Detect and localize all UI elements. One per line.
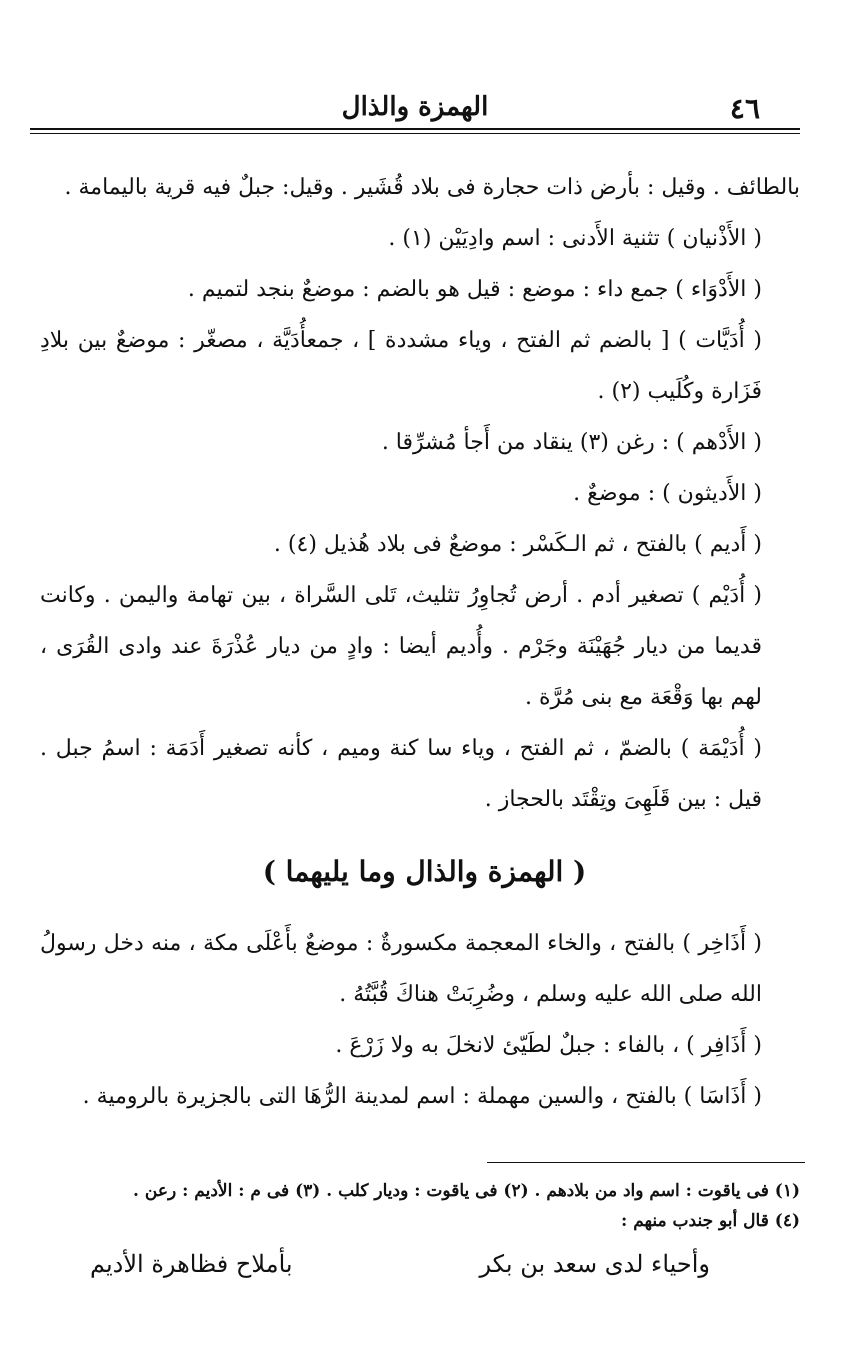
- section-heading: ( الهمزة والذال وما يليهما ): [262, 855, 587, 888]
- footnote-divider: [487, 1162, 805, 1163]
- body-text-bottom: [40, 918, 800, 1122]
- entry-udaymah: ( أُدَيْمَة ) بالضمّ ، ثم الفتح ، وياء سا كنة وميم ، كأنه تصغير أَدَمَة : اسمُ جبل . قيل : بين قَلَهِىَ وتِقْتَد بالحجاز .: [40, 736, 762, 812]
- footnote-line: (٤) قال أبو جندب منهم :: [621, 1211, 800, 1231]
- entry-udaym: ( أُدَيْم ) تصغير أدم . أرض تُجاوِرُ تثليث، تَلى السَّراة ، بين تهامة واليمن . وكانت قديما من ديار جُهَيْنَة وجَرْم . وأُديم أيضا : وادٍ من ديار عُذْرَةَ عند وادى القُرَى ، لهم بها وَقْعَة مع بنى مُرَّة .: [40, 583, 762, 710]
- footnote-line: (١) فى ياقوت : اسم واد من بلادهم . (٢) فى ياقوت : وديار كلب . (٣) فى م : الأديم : رعن .: [133, 1181, 800, 1201]
- entry-adhafir: ( أَذَافِر ) ، بالفاء : جبلٌ لطَيّئ لانخلَ به ولا زَرْعَ .: [335, 1033, 762, 1058]
- entry-al-adham: ( الأَدْهم ) : رغن (٣) ينقاد من أَجأ مُشرِّقا .: [381, 430, 762, 455]
- verse-second-hemistich: بأملاح فظاهرة الأديم: [90, 1250, 293, 1278]
- entry-al-adhnayan: ( الأَذْنيان ) تثنية الأَدنى : اسم وادِيَيْن (١) .: [388, 226, 762, 251]
- entry-adhasa: ( أَذَاسَا ) بالفتح ، والسين مهملة : اسم لمدينة الرُّهَا التى بالجزيرة بالرومية .: [82, 1084, 762, 1109]
- entry-udayyat: ( أُدَيَّات ) [ بالضم ثم الفتح ، وياء مشددة ] ، جمعأُدَيَّة ، مصغّر : موضعٌ بين بلادِ فَزَارة وكُلَيب (٢) .: [40, 328, 762, 404]
- entry-adim: ( أَديم ) بالفتح ، ثم الـكَسْر : موضعٌ فى بلاد هُذيل (٤) .: [273, 532, 762, 557]
- page-number: ٤٦: [729, 92, 760, 125]
- entry-continuation: بالطائف . وقيل : بأرض ذات حجارة فى بلاد قُشَير . وقيل: جبلٌ فيه قرية باليمامة .: [64, 175, 800, 200]
- entry-al-adithun: ( الأَديثون ) : موضعٌ .: [573, 481, 762, 506]
- page-header: [30, 88, 800, 130]
- entry-al-adwa: ( الأَدْوَاء ) جمع داء : موضع : قيل هو بالضم : موضعٌ بنجد لتميم .: [187, 277, 762, 302]
- body-text-top: [40, 162, 800, 825]
- verse-first-hemistich: وأحياء لدى سعد بن بكر: [479, 1250, 710, 1278]
- footnotes: [40, 1176, 800, 1236]
- entry-adhakhir: ( أَذَاخِر ) بالفتح ، والخاء المعجمة مكسورةٌ : موضعٌ بأَعْلَى مكة ، منه دخل رسولُ الله صلى الله عليه وسلم ، وضُرِبَتْ هناكَ قُبَّتُهُ .: [40, 931, 762, 1007]
- poetry-verse: [90, 1250, 710, 1278]
- running-title: الهمزة والذال: [341, 92, 489, 122]
